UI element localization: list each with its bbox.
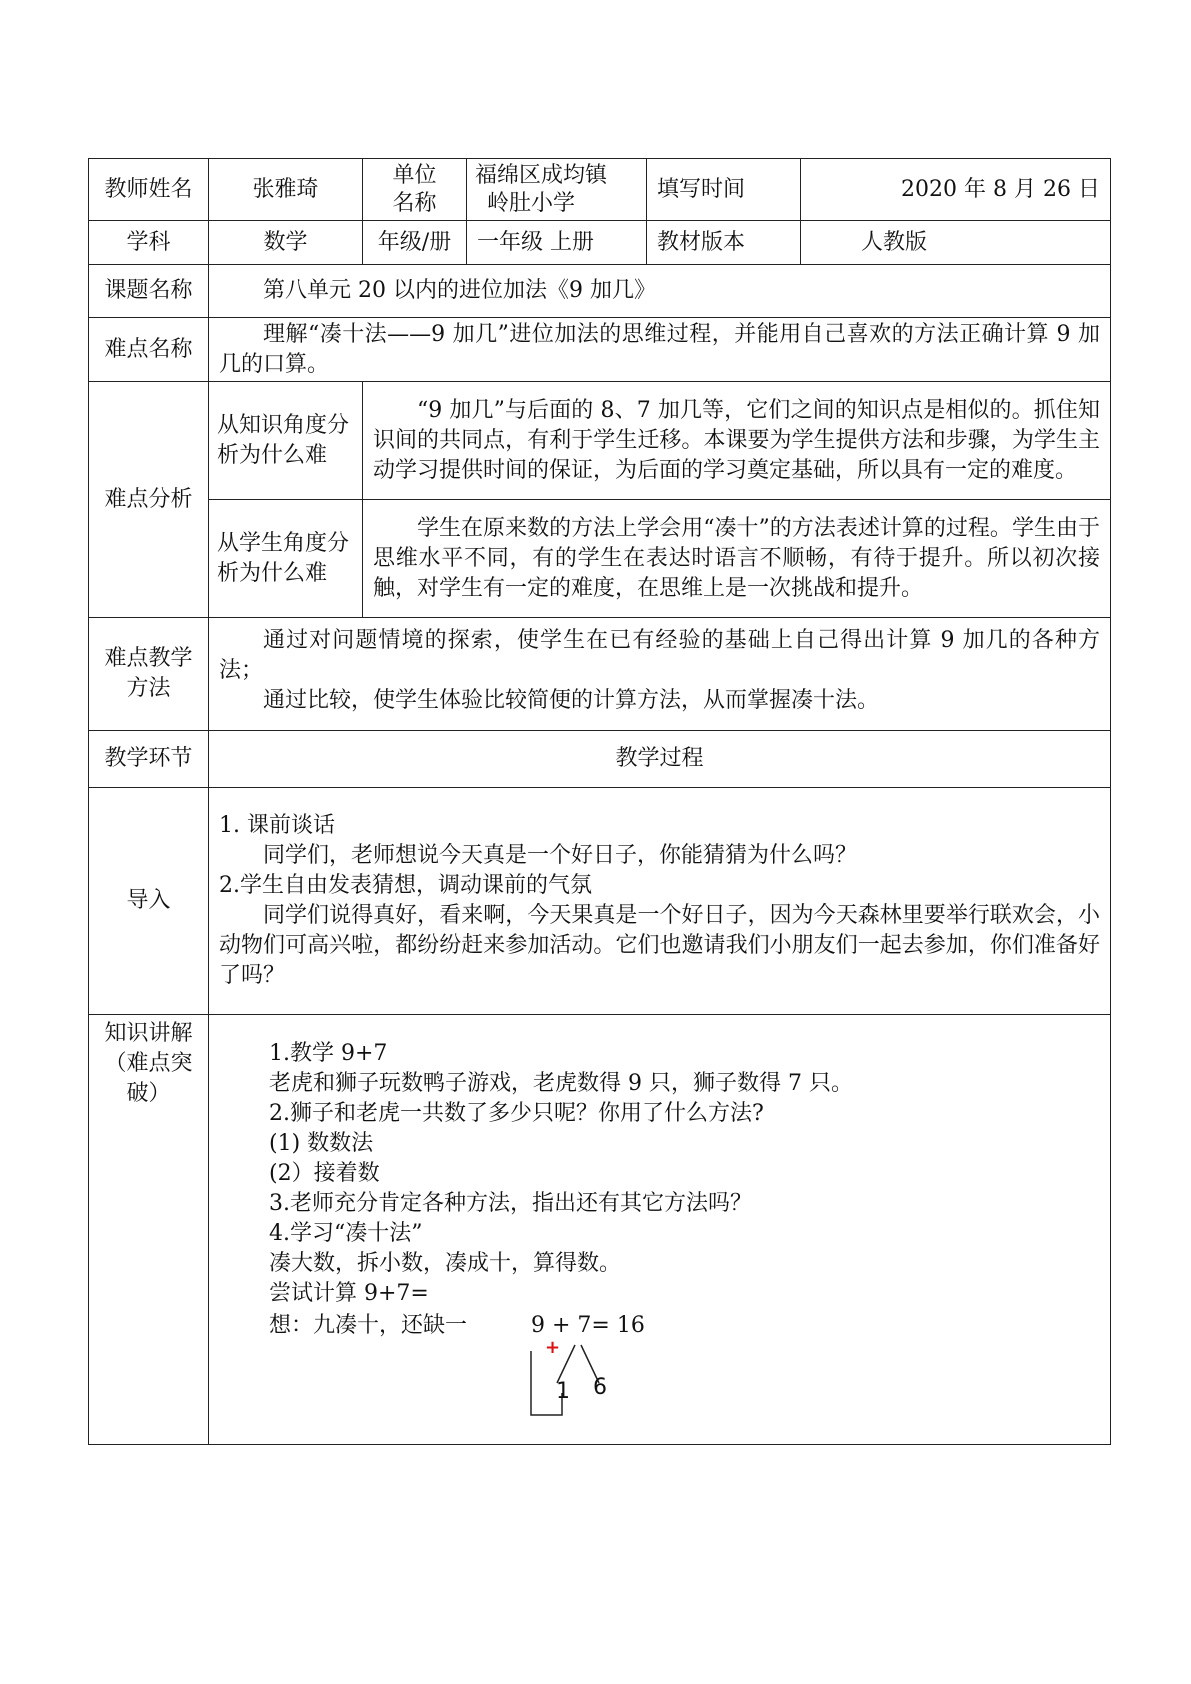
knowledge-line-8: 凑大数，拆小数，凑成十，算得数。 [269, 1251, 622, 1276]
plus-mark: + [545, 1337, 561, 1358]
knowledge-line-6: 3.老师充分肯定各种方法，指出还有其它方法吗？ [269, 1191, 752, 1216]
intro-row [89, 788, 1111, 1015]
intro-label: 导入 [89, 788, 209, 1015]
process-step-label: 教学环节 [89, 731, 209, 788]
teacher-label: 教师姓名 [89, 159, 209, 221]
topic-row [89, 265, 1111, 318]
student-angle-label: 从学生角度分析为什么难 [209, 500, 363, 618]
intro-line-1: 1. 课前谈话 [219, 813, 335, 838]
unit-name [467, 159, 647, 221]
analysis-label: 难点分析 [89, 382, 209, 618]
knowledge-line-4: (1) 数数法 [269, 1131, 374, 1156]
unit-label-line1: 单位 [392, 162, 437, 188]
split-num-6: 6 [593, 1375, 607, 1400]
grade-label: 年级/册 [363, 221, 467, 265]
method-line-2: 通过比较，使学生体验比较简便的计算方法，从而掌握凑十法。 [263, 688, 880, 713]
header-row [89, 159, 1111, 221]
method-text [209, 618, 1111, 731]
unit-name-line1: 福绵区成均镇 [475, 162, 608, 188]
student-angle-text: 学生在原来数的方法上学会用“凑十”的方法表述计算的过程。学生由于思维水平不同，有的学生在表达时语言不顺畅，有待于提升。所以初次接触，对学生有一定的难度，在思维上是一次挑战和提升。 [363, 500, 1111, 618]
unit-label [363, 159, 467, 221]
method-row [89, 618, 1111, 731]
think-text: 想：九凑十，还缺一 [269, 1313, 468, 1338]
make-ten-diagram [269, 1311, 1100, 1421]
method-label-line2: 方法 [126, 676, 171, 701]
subject-label: 学科 [89, 221, 209, 265]
edition-label: 教材版本 [647, 221, 801, 265]
method-line-1: 通过对问题情境的探索，使学生在已有经验的基础上自己得出计算 9 加几的各种方法； [219, 628, 1100, 683]
date-label: 填写时间 [647, 159, 801, 221]
knowledge-line-1: 1.教学 9+7 [269, 1041, 388, 1066]
intro-line-4: 同学们说得真好，看来啊，今天果真是一个好日子，因为今天森林里要举行联欢会，小动物们可高兴啦，都纷纷赶来参加活动。它们也邀请我们小朋友们一起去参加，你们准备好了吗？ [219, 903, 1100, 988]
teacher-name: 张雅琦 [209, 159, 363, 221]
knowledge-line-5: (2）接着数 [269, 1161, 380, 1186]
process-label: 教学过程 [209, 731, 1111, 788]
intro-line-3: 2.学生自由发表猜想，调动课前的气氛 [219, 873, 592, 898]
date-value: 2020 年 8 月 26 日 [801, 159, 1111, 221]
knowledge-label: 知识讲解（难点突破） [89, 1015, 209, 1445]
topic-label: 课题名称 [89, 265, 209, 318]
edition-value: 人教版 [801, 221, 1111, 265]
knowledge-line-3: 2.狮子和老虎一共数了多少只呢？你用了什么方法? [269, 1101, 764, 1126]
unit-name-line2: 岭肚小学 [487, 190, 576, 216]
knowledge-content [209, 1015, 1111, 1445]
difficulty-label: 难点名称 [89, 318, 209, 382]
method-label [89, 618, 209, 731]
topic-value: 第八单元 20 以内的进位加法《9 加几》 [209, 265, 1111, 318]
analysis-knowledge-row [89, 382, 1111, 500]
difficulty-row [89, 318, 1111, 382]
split-num-1: 1 [556, 1379, 570, 1404]
process-header-row [89, 731, 1111, 788]
knowledge-angle-label: 从知识角度分析为什么难 [209, 382, 363, 500]
difficulty-value: 理解“凑十法——9 加几”进位加法的思维过程，并能用自己喜欢的方法正确计算 9 加几的口算。 [209, 318, 1111, 382]
equation-text: 9 + 7= 16 [531, 1313, 645, 1338]
grade-value: 一年级 上册 [467, 221, 647, 265]
subject-value: 数学 [209, 221, 363, 265]
unit-label-line2: 名称 [392, 190, 437, 216]
split-lines [269, 1311, 669, 1421]
intro-line-2: 同学们，老师想说今天真是一个好日子，你能猜猜为什么吗？ [263, 843, 858, 868]
intro-content [209, 788, 1111, 1015]
knowledge-line-7: 4.学习“凑十法” [269, 1221, 423, 1246]
analysis-student-row [89, 500, 1111, 618]
subject-row [89, 221, 1111, 265]
lesson-plan-table [88, 158, 1111, 1445]
knowledge-line-9: 尝试计算 9+7= [269, 1281, 429, 1306]
knowledge-row [89, 1015, 1111, 1445]
knowledge-angle-text: “9 加几”与后面的 8、7 加几等，它们之间的知识点是相似的。抓住知识间的共同点，有利于学生迁移。本课要为学生提供方法和步骤，为学生主动学习提供时间的保证，为后面的学习奠定基础，所以具有一定的难度。 [363, 382, 1111, 500]
knowledge-line-2: 老虎和狮子玩数鸭子游戏，老虎数得 9 只，狮子数得 7 只。 [269, 1071, 853, 1096]
method-label-line1: 难点教学 [104, 646, 193, 671]
